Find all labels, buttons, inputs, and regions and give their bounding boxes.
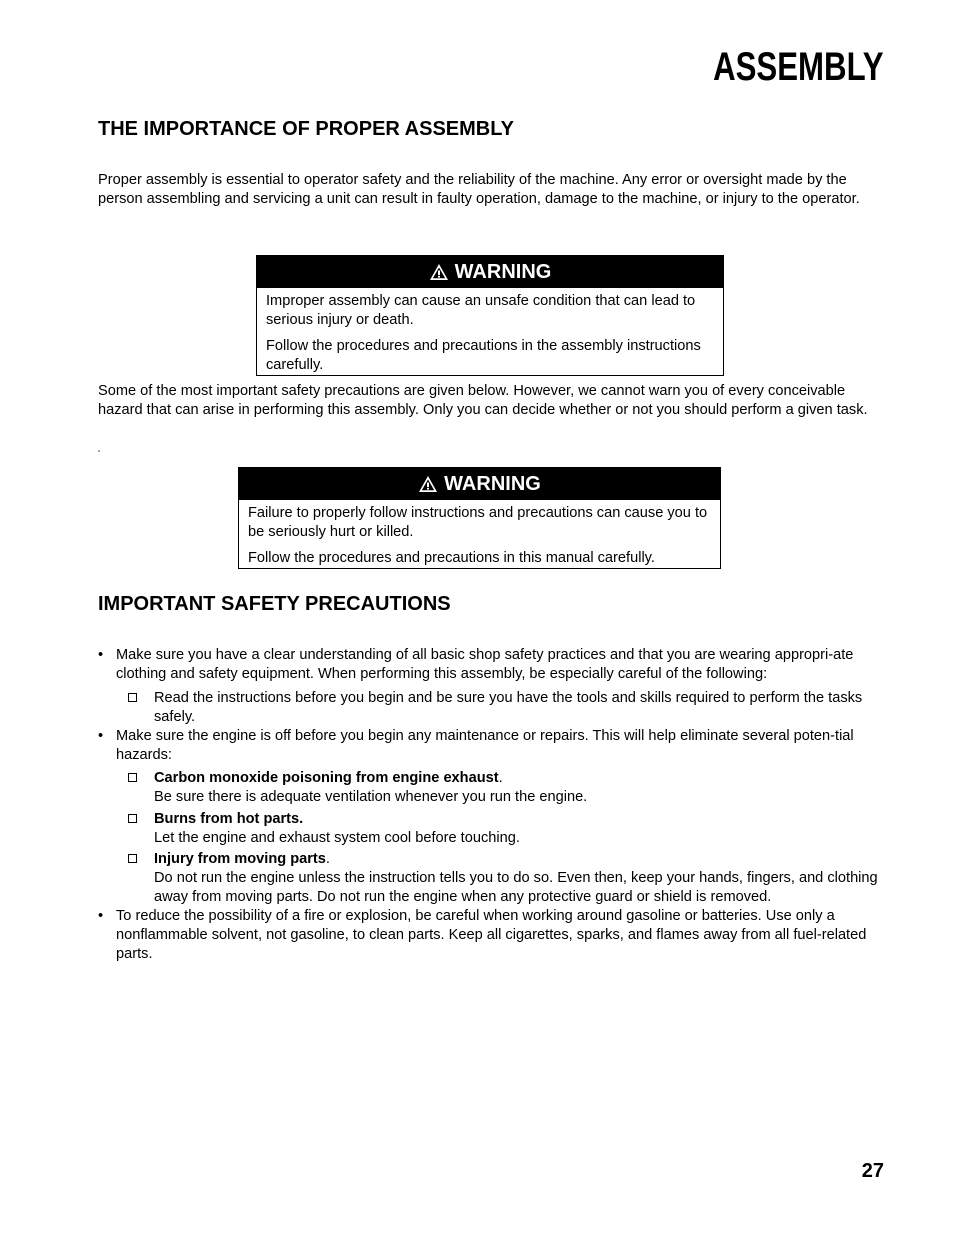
bullet-icon: • xyxy=(98,647,104,663)
section-heading-precautions: IMPORTANT SAFETY PRECAUTIONS xyxy=(98,593,451,615)
warning-box-2 xyxy=(238,467,721,569)
list-item xyxy=(98,727,888,765)
precautions-intro-paragraph: Some of the most important safety precautions are given below. However, we cannot warn you of every conceivable hazard that can arise in performing this assembly. Only you can decide whether or not you should perform a given task. xyxy=(98,383,868,418)
precautions-list xyxy=(98,646,888,964)
section-heading-importance: THE IMPORTANCE OF PROPER ASSEMBLY xyxy=(98,118,514,140)
sub-list-item: Carbon monoxide poisoning from engine exhaust. Be sure there is adequate ventilation whenever you run the engine. xyxy=(98,769,888,807)
sub-list-item xyxy=(98,689,888,727)
warning-label: WARNING xyxy=(444,472,541,495)
checkbox-square-icon xyxy=(128,814,137,823)
sub-item-text: Read the instructions before you begin and be sure you have the tools and skills required to perform the tasks safely. xyxy=(154,690,863,725)
hazard-title: Injury from moving parts xyxy=(154,851,326,867)
checkbox-square-icon xyxy=(128,854,137,863)
checkbox-square-icon xyxy=(128,773,137,782)
hazard-text: Do not run the engine unless the instruction tells you to do so. Even then, keep your hands, fingers, and clothing away from moving parts. Do not run the engine when any protective guard or shield is removed. xyxy=(154,870,878,905)
bullet-icon: • xyxy=(98,728,104,744)
list-item-text: Make sure the engine is off before you begin any maintenance or repairs. This will help eliminate several poten-tial hazards: xyxy=(116,728,854,763)
hazard-text: Be sure there is adequate ventilation whenever you run the engine. xyxy=(154,789,588,805)
warning-box-1 xyxy=(256,255,724,376)
warning-header xyxy=(239,468,720,500)
warning-text: Follow the procedures and precautions in the assembly instructions carefully. xyxy=(266,338,701,373)
list-item-text: To reduce the possibility of a fire or explosion, be careful when working around gasoline or batteries. Use only a nonflammable solvent, not gasoline, to clean parts. Keep all cigarettes, sparks, and flames away from all fuel-related parts. xyxy=(116,908,867,962)
warning-header xyxy=(257,256,723,288)
warning-label: WARNING xyxy=(454,260,552,283)
list-item xyxy=(98,907,888,964)
page-number: 27 xyxy=(861,1160,884,1182)
warning-text: Failure to properly follow instructions and precautions can cause you to be seriously hurt or killed. xyxy=(248,505,708,540)
page-title: ASSEMBLY xyxy=(713,45,884,89)
list-item-text: Make sure you have a clear understanding of all basic shop safety practices and that you are wearing appropri-ate clothing and safety equipment. When performing this assembly, be especially careful of the following: xyxy=(116,647,854,682)
warning-text: Improper assembly can cause an unsafe condition that can lead to serious injury or death. xyxy=(266,293,696,328)
warning-text: Follow the procedures and precautions in this manual carefully. xyxy=(248,550,655,566)
warning-triangle-icon xyxy=(418,475,438,493)
bullet-icon: • xyxy=(98,908,104,924)
hazard-text: Let the engine and exhaust system cool before touching. xyxy=(154,830,520,846)
warning-triangle-icon xyxy=(429,263,449,281)
sub-list-item: Injury from moving parts. Do not run the engine unless the instruction tells you to do so. Even then, keep your hands, fingers, and clothing away from moving parts. Do not run the engine when any protective guard or shield is removed. xyxy=(98,850,888,907)
intro-paragraph: Proper assembly is essential to operator safety and the reliability of the machine. Any error or oversight made by the person assembling and servicing a unit can result in faulty operation, damage to the machine, or injury to the operator. xyxy=(98,172,860,207)
hazard-title: Carbon monoxide poisoning from engine exhaust xyxy=(154,770,499,786)
stray-mark xyxy=(98,450,100,452)
sub-list-item xyxy=(98,810,888,848)
hazard-title: Burns from hot parts. xyxy=(154,811,304,827)
list-item xyxy=(98,646,888,684)
checkbox-square-icon xyxy=(128,693,137,702)
